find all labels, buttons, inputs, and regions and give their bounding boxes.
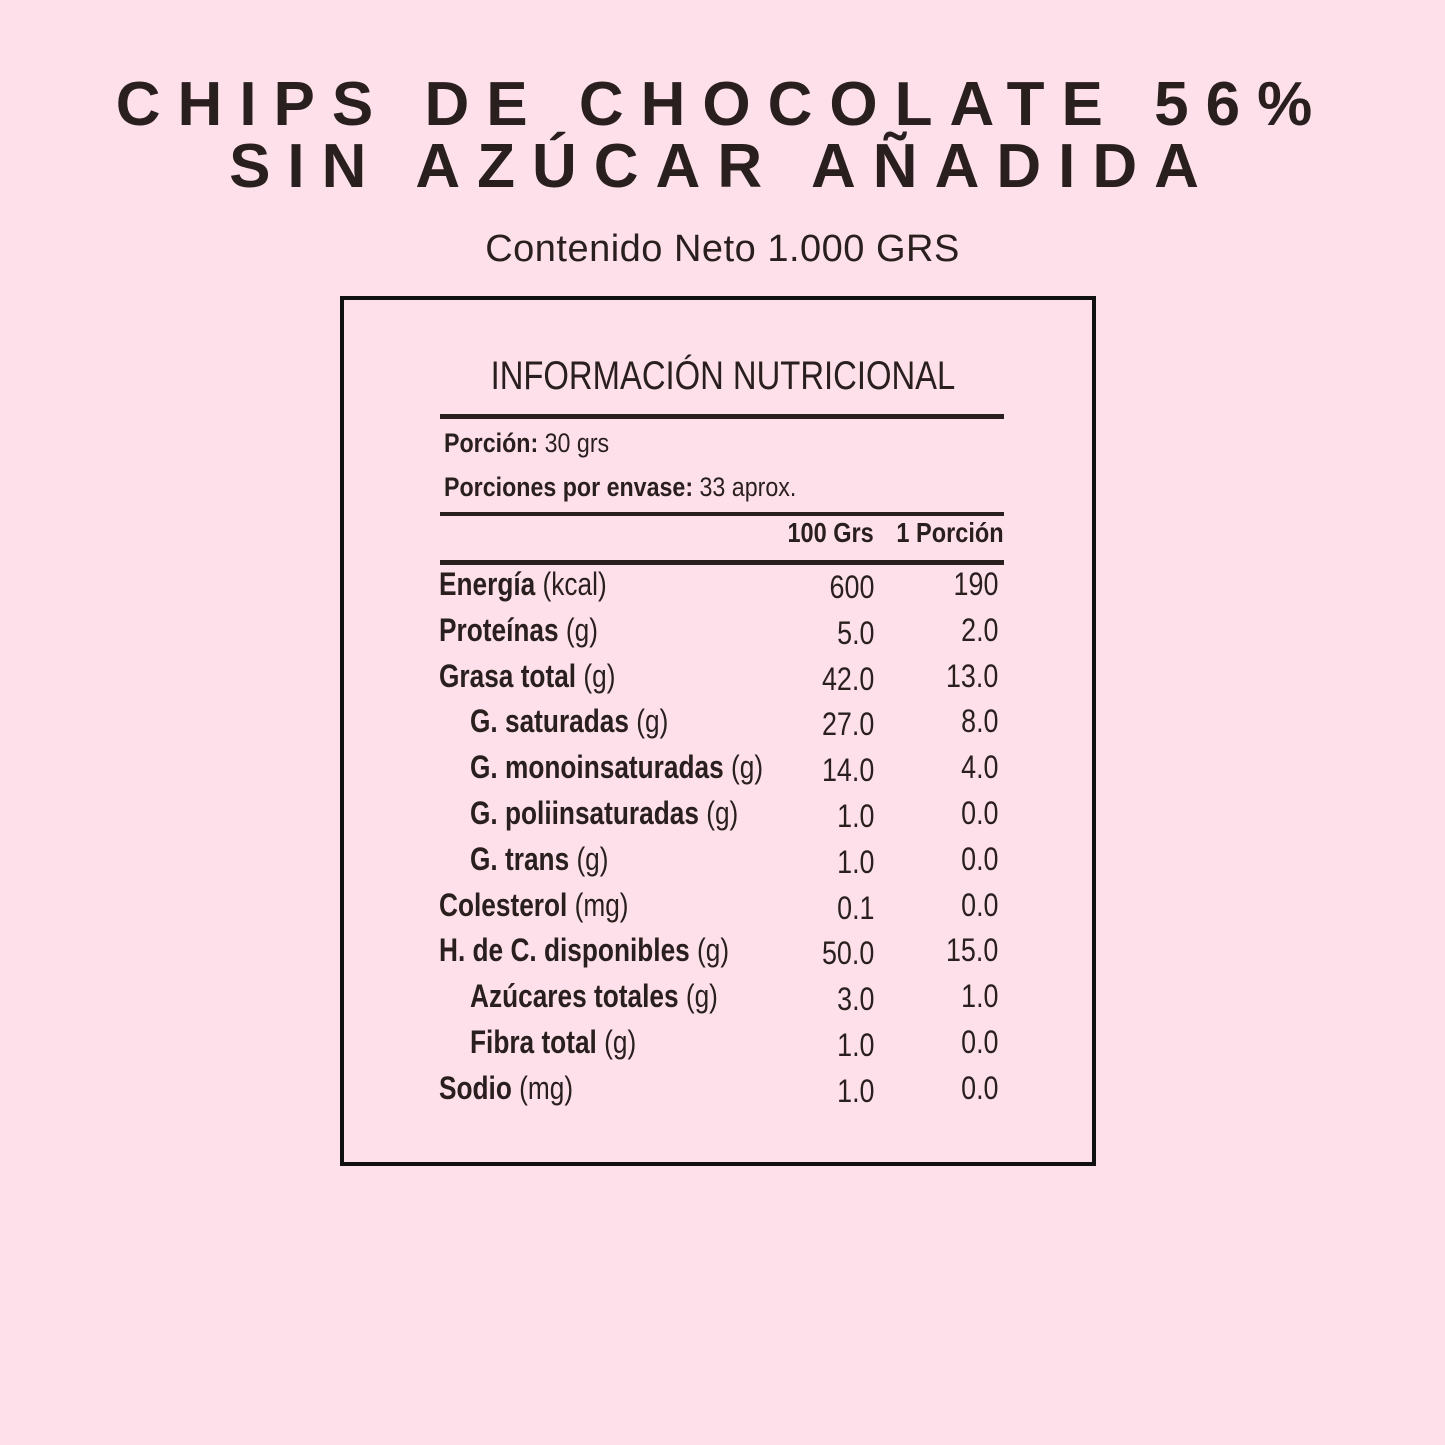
nutrient-row [344,612,1092,657]
nutrient-value-portion: 8.0 [960,703,998,740]
product-title [0,70,1445,201]
nutrition-facts-title: INFORMACIÓN NUTRICIONAL [490,354,956,398]
nutrient-label [470,703,668,740]
nutrient-label [439,932,729,969]
column-header-portion: 1 Porción [896,517,1004,548]
serving-size [444,428,609,459]
divider-top [440,414,1004,419]
nutrient-row [344,1070,1092,1115]
divider-header [440,560,1004,565]
nutrient-label [439,887,629,924]
nutrient-name: G. trans [470,840,570,877]
nutrient-value-100g: 0.1 [836,889,874,926]
nutrient-unit: (g) [678,978,718,1015]
nutrient-value-100g: 42.0 [821,660,874,697]
nutrient-name: Grasa total [439,657,577,694]
nutrient-value-100g: 1.0 [836,843,874,880]
nutrient-unit: (g) [558,611,598,648]
nutrient-value-portion: 190 [953,566,998,602]
nutrient-row [344,932,1092,977]
nutrient-unit: (g) [628,703,669,740]
nutrient-value-100g: 600 [829,569,874,605]
product-title-line-2: SIN AZÚCAR AÑADIDA [229,132,1216,201]
nutrient-unit: (g) [569,840,609,877]
nutrient-name: Fibra total [470,1024,597,1060]
nutrient-value-100g: 1.0 [836,1072,874,1109]
nutrient-unit: (mg) [567,886,629,923]
nutrient-label [439,658,615,695]
nutrient-unit: (kcal) [535,566,607,602]
nutrient-name: G. saturadas [470,703,629,740]
nutrient-row [344,1024,1092,1069]
nutrient-value-portion: 0.0 [960,1024,998,1060]
serving-size-value: 30 grs [538,428,610,458]
nutrient-value-portion: 0.0 [960,795,998,831]
nutrient-value-100g: 5.0 [836,614,874,651]
nutrient-row [344,566,1092,611]
nutrient-label [470,1024,636,1061]
nutrient-label [470,795,738,832]
nutrient-row [344,841,1092,886]
nutrient-name: Proteínas [439,611,559,648]
nutrient-value-100g: 27.0 [821,706,874,743]
nutrient-name: G. poliinsaturadas [470,795,699,831]
nutrient-value-portion: 13.0 [945,657,998,694]
nutrient-unit: (g) [596,1024,637,1060]
nutrient-label [439,612,598,649]
servings-per-container-label: Porciones por envase: [444,472,694,502]
nutrient-value-portion: 0.0 [960,886,998,923]
nutrient-value-portion: 4.0 [960,749,998,786]
product-title-line-1: CHIPS DE CHOCOLATE 56% [115,70,1330,139]
nutrient-value-100g: 3.0 [836,981,874,1018]
divider-middle [440,512,1004,516]
nutrient-value-portion: 0.0 [960,840,998,877]
column-header-100g: 100 Grs [787,517,874,548]
nutrient-value-portion: 0.0 [960,1069,998,1106]
nutrient-label [439,1070,573,1107]
nutrient-unit: (g) [698,795,739,831]
servings-per-container [444,472,796,503]
nutrient-value-100g: 1.0 [836,798,874,834]
nutrient-row [344,795,1092,840]
nutrient-label [470,841,609,878]
nutrient-value-portion: 1.0 [960,978,998,1015]
nutrient-unit: (g) [723,749,764,786]
nutrient-row [344,658,1092,703]
nutrient-row [344,887,1092,932]
nutrient-name: H. de C. disponibles [439,932,690,969]
servings-per-container-value: 33 aprox. [693,472,797,502]
nutrient-unit: (mg) [511,1069,574,1106]
nutrient-label [470,978,718,1015]
nutrient-value-portion: 15.0 [945,932,998,969]
nutrient-value-portion: 2.0 [960,611,998,648]
nutrient-label [439,566,607,603]
nutrition-facts-panel [340,296,1096,1166]
nutrient-name: Colesterol [439,886,568,923]
nutrient-name: Azúcares totales [470,978,679,1015]
nutrient-name: Energía [439,566,536,602]
nutrient-unit: (g) [689,932,730,969]
nutrient-row [344,703,1092,748]
nutrient-row [344,978,1092,1023]
net-content: Contenido Neto 1.000 GRS [485,228,960,270]
nutrient-value-100g: 14.0 [821,752,874,789]
nutrient-name: Sodio [439,1069,512,1106]
nutrient-name: G. monoinsaturadas [470,749,724,786]
nutrient-value-100g: 50.0 [821,935,874,972]
nutrient-row [344,749,1092,794]
serving-size-label: Porción: [444,428,539,458]
nutrient-value-100g: 1.0 [836,1027,874,1063]
nutrient-unit: (g) [576,657,616,694]
nutrient-label [470,749,763,786]
